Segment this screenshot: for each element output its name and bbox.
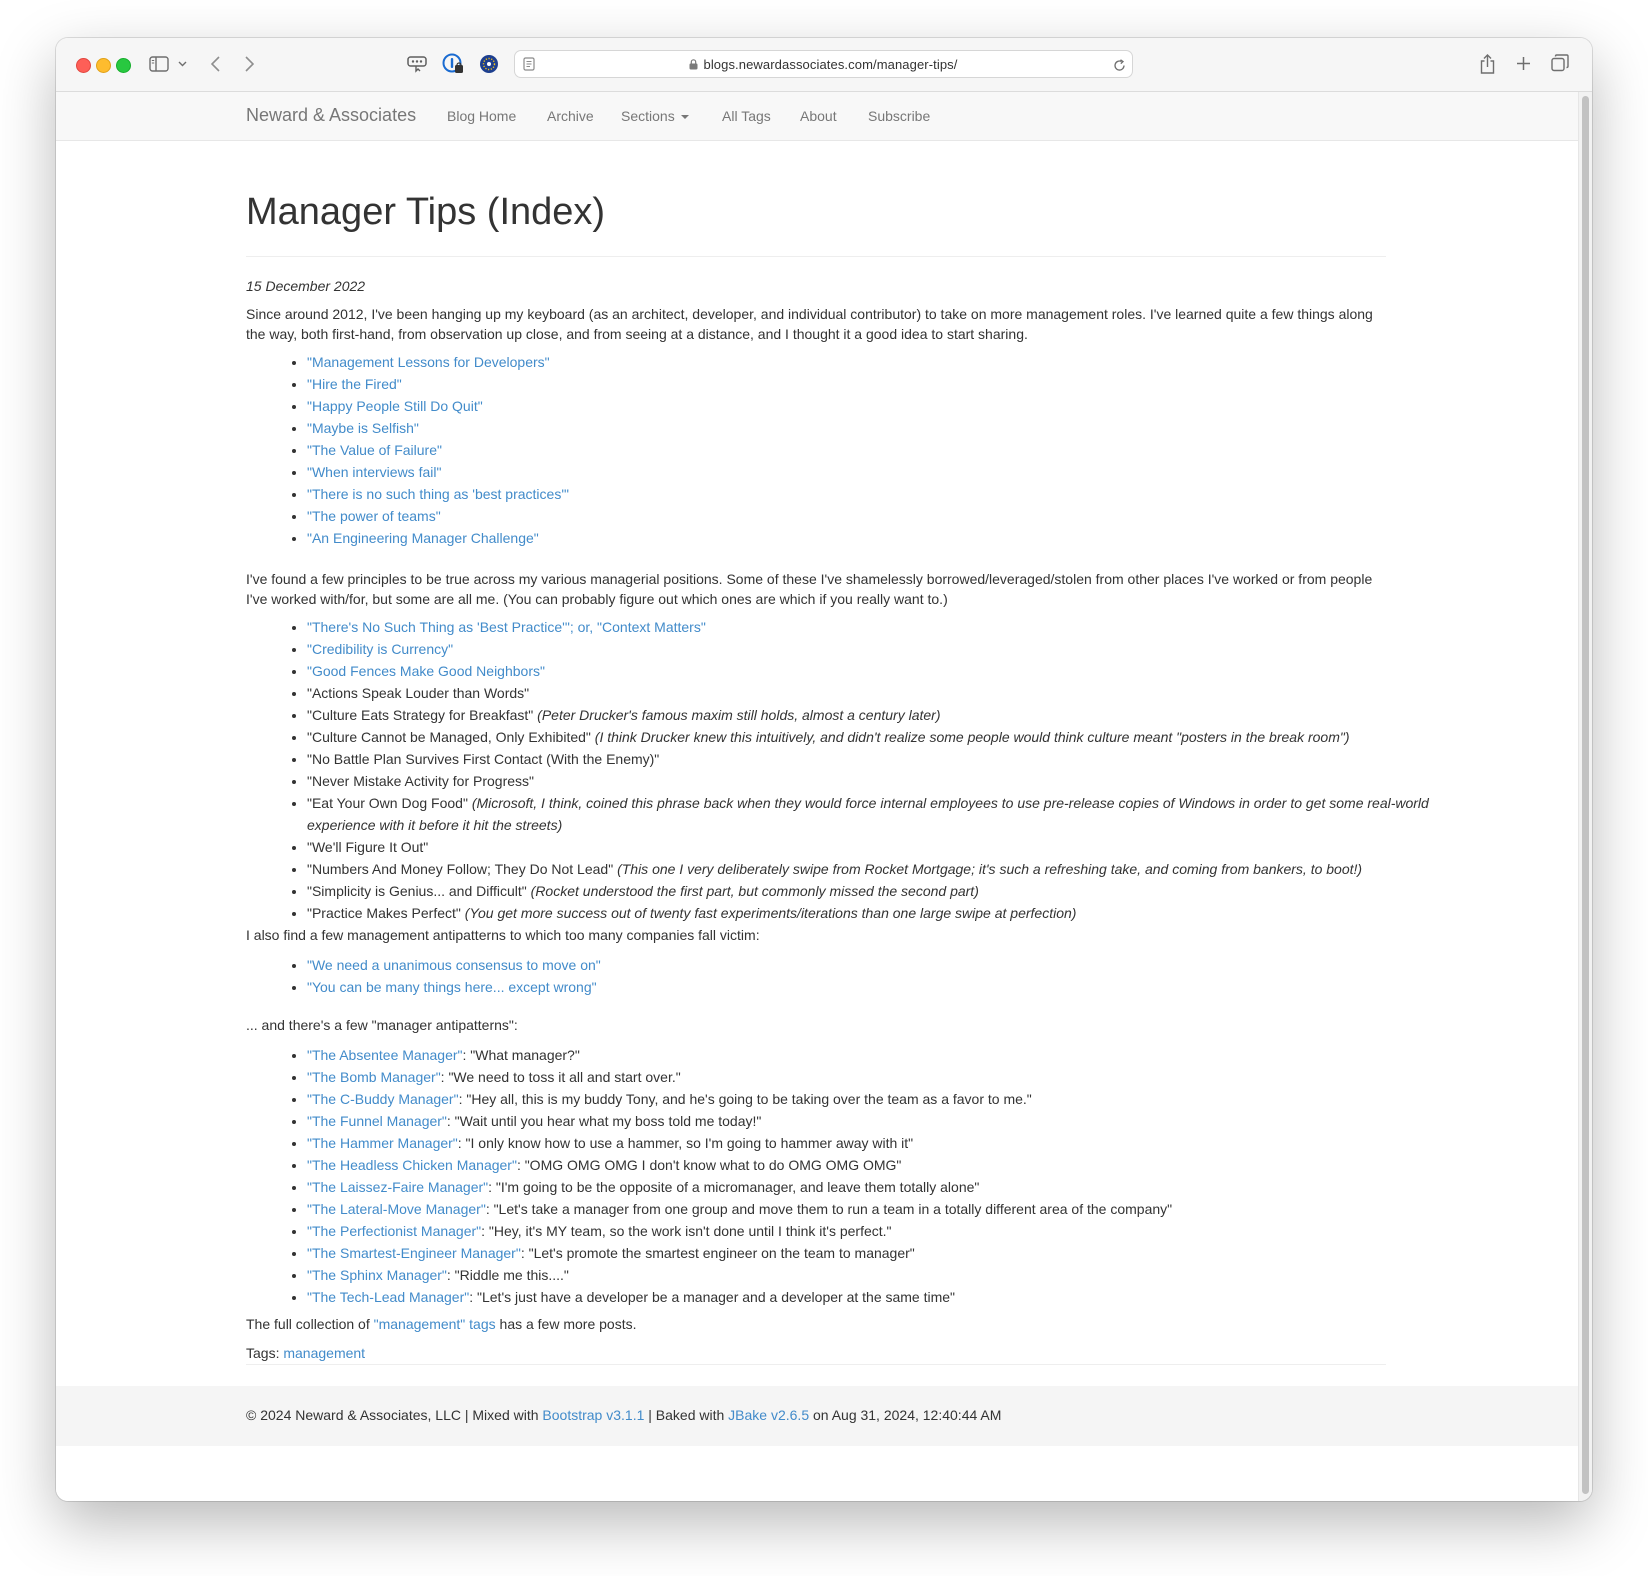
manager-antipattern-link[interactable]: "The Laissez-Faire Manager" [307,1179,489,1195]
list-item [307,748,1447,770]
minimize-window-button[interactable] [96,58,111,73]
principle-note: (This one I very deliberately swipe from Rocket Mortgage; it's such a refreshing take, and coming from bankers, to boot!) [617,861,1363,877]
list-item [307,461,1447,483]
list-item [307,902,1447,924]
manager-antipatterns-paragraph: ... and there's a few "manager antipatterns": [246,1017,518,1033]
manager-antipattern-link[interactable]: "The C-Buddy Manager" [307,1091,459,1107]
back-icon[interactable] [208,53,222,75]
manager-antipatterns-list [246,1044,1447,1308]
page-title: Manager Tips (Index) [246,191,606,233]
list-item [307,395,1447,417]
footer-divider [246,1364,1386,1365]
nav-about[interactable]: About [800,108,837,124]
nav-archive[interactable]: Archive [547,108,594,124]
manager-antipattern-quote: : "Hey, it's MY team, so the work isn't done until I think it's perfect." [481,1223,892,1239]
manager-antipattern-link[interactable]: "The Headless Chicken Manager" [307,1157,517,1173]
list-item [307,1264,1447,1286]
lesson-link[interactable]: "An Engineering Manager Challenge" [307,530,539,546]
principle-text: "We'll Figure It Out" [307,839,429,855]
nav-sections-label: Sections [621,108,675,124]
principle-text: "Actions Speak Louder than Words" [307,685,530,701]
reload-icon[interactable] [1111,57,1127,73]
lesson-link[interactable]: "The Value of Failure" [307,442,442,458]
principle-note: (Microsoft, I think, coined this phrase back when they would force internal employees to use pre-release copies of Windows in order to get some real-world experience with it before it hit the streets) [307,795,1429,833]
list-item [307,1132,1447,1154]
footer-baked: | Baked with [644,1407,729,1423]
title-divider [246,256,1386,257]
principle-text: "No Battle Plan Survives First Contact (With the Enemy)" [307,751,660,767]
collection-paragraph [246,1314,1386,1334]
lesson-link[interactable]: "There is no such thing as 'best practices'" [307,486,569,502]
principle-text: "Culture Cannot be Managed, Only Exhibited" [307,729,591,745]
list-item [307,792,1447,836]
antipattern-link[interactable]: "You can be many things here... except wrong" [307,979,597,995]
antipattern-link[interactable]: "We need a unanimous consensus to move on" [307,957,601,973]
manager-antipattern-quote: : "Let's promote the smartest engineer on the team to manager" [520,1245,915,1261]
site-footer [56,1386,1578,1446]
new-tab-icon[interactable] [1514,54,1532,72]
footer-timestamp: on Aug 31, 2024, 12:40:44 AM [809,1407,1002,1423]
principle-text: "Never Mistake Activity for Progress" [307,773,535,789]
list-item [307,1154,1447,1176]
tags-paragraph [246,1343,1386,1363]
extension-icon[interactable] [477,52,501,76]
nav-blog-home[interactable]: Blog Home [447,108,517,124]
address-bar[interactable] [514,50,1133,78]
nav-sections-dropdown[interactable] [621,108,689,124]
collection-before: The full collection of [246,1316,374,1332]
tag-management-link[interactable]: management [283,1345,366,1361]
antipatterns-list [246,954,1447,998]
browser-window [56,38,1592,1501]
list-item [307,880,1447,902]
navbar-brand[interactable]: Neward & Associates [246,105,417,125]
nav-all-tags[interactable]: All Tags [722,108,771,124]
list-item [307,373,1447,395]
list-item [307,1044,1447,1066]
manager-antipattern-quote: : "I only know how to use a hammer, so I'm going to hammer away with it" [457,1135,914,1151]
lessons-list [246,351,1447,549]
manager-antipattern-link[interactable]: "The Bomb Manager" [307,1069,441,1085]
list-item [307,417,1447,439]
chevron-down-icon[interactable] [176,57,188,71]
list-item [307,1088,1447,1110]
list-item [307,527,1447,549]
management-tags-link[interactable]: "management" tags [373,1316,496,1332]
manager-antipattern-link[interactable]: "The Perfectionist Manager" [307,1223,482,1239]
lesson-link[interactable]: "Maybe is Selfish" [307,420,419,436]
manager-antipattern-quote: : "I'm going to be the opposite of a micromanager, and leave them totally alone" [488,1179,980,1195]
manager-antipattern-quote: : "What manager?" [462,1047,580,1063]
nav-subscribe[interactable]: Subscribe [868,108,931,124]
manager-antipattern-quote: : "Hey all, this is my buddy Tony, and he's going to be taking over the team as a favor to me." [458,1091,1032,1107]
caret-down-icon [681,115,689,119]
list-item [307,505,1447,527]
list-item [307,704,1447,726]
list-item [307,836,1447,858]
manager-antipattern-link[interactable]: "The Funnel Manager" [307,1113,447,1129]
password-icon[interactable] [406,53,428,75]
manager-antipattern-link[interactable]: "The Absentee Manager" [307,1047,463,1063]
principle-note: (Peter Drucker's famous maxim still holds, almost a century later) [537,707,941,723]
list-item [307,439,1447,461]
list-item [307,770,1447,792]
manager-antipattern-quote: : "OMG OMG OMG I don't know what to do OMG OMG OMG" [516,1157,902,1173]
list-item [307,1066,1447,1088]
list-item [307,616,1447,638]
lesson-link[interactable]: "The power of teams" [307,508,441,524]
principle-text: "Culture Eats Strategy for Breakfast" [307,707,534,723]
bootstrap-link[interactable]: Bootstrap v3.1.1 [542,1407,645,1423]
principle-link[interactable]: "Good Fences Make Good Neighbors" [307,663,545,679]
forward-icon[interactable] [242,53,256,75]
list-item [307,858,1447,880]
principle-note: (Rocket understood the first part, but commonly missed the second part) [530,883,979,899]
post-date: 15 December 2022 [246,278,366,294]
zoom-window-button[interactable] [116,58,131,73]
tags-label: Tags: [246,1345,284,1361]
principle-link[interactable]: "Credibility is Currency" [307,641,454,657]
sidebar-icon[interactable] [148,54,170,74]
list-item [307,682,1447,704]
list-item [307,954,1447,976]
manager-antipattern-quote: : "Wait until you hear what my boss told me today!" [446,1113,762,1129]
site-navbar [56,92,1578,141]
jbake-link[interactable]: JBake v2.6.5 [728,1407,810,1423]
antipatterns-paragraph: I also find a few management antipatterns to which too many companies fall victim: [246,927,760,943]
footer-copyright: © 2024 Neward & Associates, LLC | Mixed with [246,1407,543,1423]
scrollbar[interactable] [1578,92,1592,1501]
manager-antipattern-link[interactable]: "The Sphinx Manager" [307,1267,447,1283]
principle-link[interactable]: "There's No Such Thing as 'Best Practice'"; or, "Context Matters" [307,619,706,635]
principle-text: "Practice Makes Perfect" [307,905,461,921]
manager-antipattern-quote: : "Let's just have a developer be a manager and a developer at the same time" [469,1289,956,1305]
share-icon[interactable] [1478,52,1496,76]
list-item [307,1220,1447,1242]
list-item [307,1110,1447,1132]
manager-antipattern-link[interactable]: "The Tech-Lead Manager" [307,1289,470,1305]
principle-text: "Eat Your Own Dog Food" [307,795,468,811]
list-item [307,976,1447,998]
url-text[interactable] [515,57,1132,73]
collection-after: has a few more posts. [495,1316,637,1332]
browser-toolbar [56,38,1592,92]
list-item [307,1286,1447,1308]
intro-paragraph: Since around 2012, I've been hanging up my keyboard (as an architect, developer, and individual contributor) to take on more management roles. I've learned quite a few things along the way, both first-hand, from observation up close, and from seeing at a distance, and I thought it a good idea to start sharing. [246,306,1373,342]
principles-list [246,616,1447,924]
manager-antipattern-link[interactable]: "The Smartest-Engineer Manager" [307,1245,521,1261]
list-item [307,638,1447,660]
lock-icon [689,58,698,73]
principle-text: "Numbers And Money Follow; They Do Not Lead" [307,861,614,877]
list-item [307,483,1447,505]
page-viewport [56,92,1578,1501]
manager-antipattern-quote: : "Riddle me this...." [446,1267,569,1283]
manager-antipattern-quote: : "We need to toss it all and start over." [440,1069,681,1085]
list-item [307,1242,1447,1264]
principle-note: (You get more success out of twenty fast experiments/iterations than one large swipe at perfection) [464,905,1077,921]
url-value: blogs.newardassociates.com/manager-tips/ [703,57,958,72]
tabs-overview-icon[interactable] [1550,53,1570,73]
scrollbar-thumb[interactable] [1582,96,1589,1494]
lesson-link[interactable]: "When interviews fail" [307,464,442,480]
manager-antipattern-quote: : "Let's take a manager from one group and move them to run a team in a totally different area of the company" [485,1201,1173,1217]
lesson-link[interactable]: "Management Lessons for Developers" [307,354,550,370]
list-item [307,726,1447,748]
list-item [307,1176,1447,1198]
footer-text [246,1407,1001,1423]
principle-note: (I think Drucker knew this intuitively, and didn't realize some people would think culture meant "posters in the break room") [594,729,1350,745]
principle-text: "Simplicity is Genius... and Difficult" [307,883,527,899]
close-window-button[interactable] [76,58,91,73]
list-item [307,1198,1447,1220]
lesson-link[interactable]: "Happy People Still Do Quit" [307,398,483,414]
onepassword-icon[interactable] [441,52,465,76]
lesson-link[interactable]: "Hire the Fired" [307,376,402,392]
manager-antipattern-link[interactable]: "The Lateral-Move Manager" [307,1201,486,1217]
manager-antipattern-link[interactable]: "The Hammer Manager" [307,1135,458,1151]
list-item [307,351,1447,373]
list-item [307,660,1447,682]
principles-paragraph: I've found a few principles to be true across my various managerial positions. Some of these I've shamelessly borrowed/leveraged/stolen from other places I've worked or from people I've worked with/for, but some are all me. (You can probably figure out which ones are which if you really want to.) [246,571,1373,607]
